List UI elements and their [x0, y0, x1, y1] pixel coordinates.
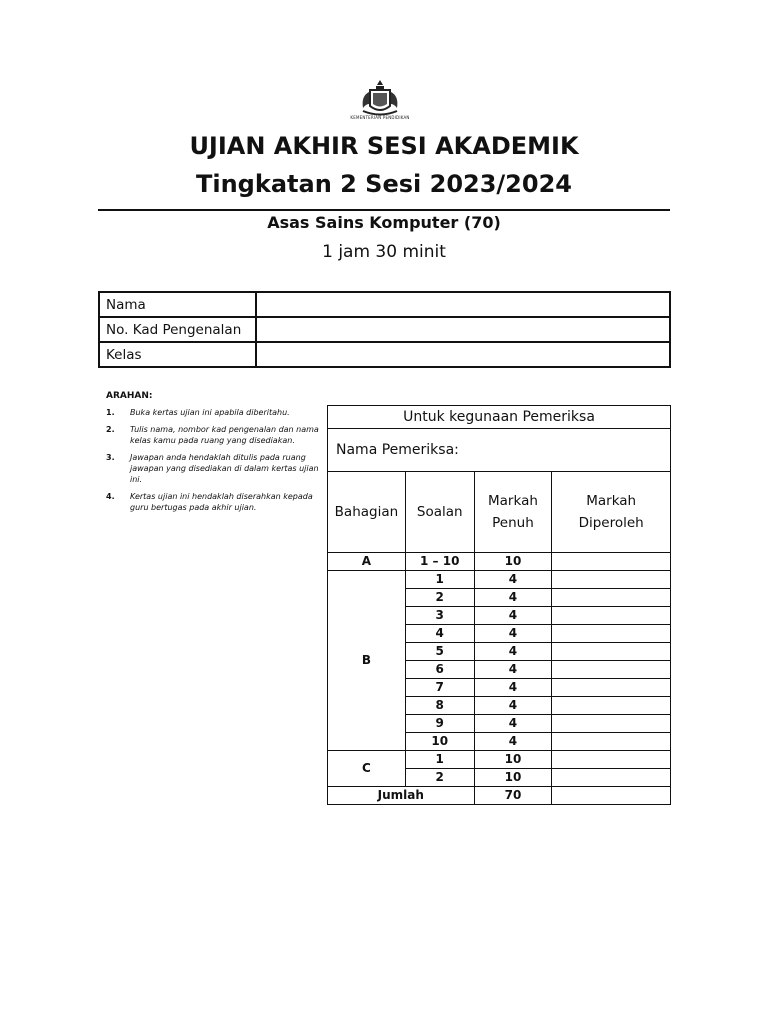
table-row: 3 4 — [328, 607, 671, 625]
markah-diperoleh-cell[interactable] — [552, 571, 671, 589]
examiner-table — [327, 405, 671, 805]
page-subtitle: Tingkatan 2 Sesi 2023/2024 — [196, 170, 572, 198]
instruction-item: 3. Jawapan anda hendaklah ditulis pada ruang jawapan yang disediakan di dalam kertas ujian ini. — [106, 453, 319, 484]
page-title: UJIAN AKHIR SESI AKADEMIK — [189, 132, 579, 160]
info-row-nama — [99, 292, 670, 317]
duration-line: 1 jam 30 minit — [322, 242, 446, 262]
info-row-kelas — [99, 342, 670, 367]
student-info-table — [98, 291, 671, 368]
markah-diperoleh-cell[interactable] — [552, 553, 671, 571]
col-header-markah-diperoleh: Markah Diperoleh — [552, 472, 671, 553]
table-row: 7 4 — [328, 679, 671, 697]
markah-diperoleh-cell[interactable] — [552, 715, 671, 733]
info-label: Kelas — [99, 342, 256, 367]
section-label: B — [328, 571, 406, 751]
section-label: C — [328, 751, 406, 787]
markah-diperoleh-cell[interactable] — [552, 643, 671, 661]
col-header-bahagian: Bahagian — [328, 472, 406, 553]
markah-diperoleh-cell[interactable] — [552, 751, 671, 769]
instructions-heading: ARAHAN: — [106, 391, 153, 401]
info-row-ic — [99, 317, 670, 342]
col-header-soalan: Soalan — [405, 472, 474, 553]
table-row: 9 4 — [328, 715, 671, 733]
col-header-markah-penuh: Markah Penuh — [474, 472, 552, 553]
total-value: 70 — [474, 787, 552, 805]
markah-diperoleh-cell[interactable] — [552, 589, 671, 607]
total-row — [328, 787, 671, 805]
markah-diperoleh-cell[interactable] — [552, 697, 671, 715]
examiner-table-title: Untuk kegunaan Pemeriksa — [328, 406, 671, 429]
info-label: No. Kad Pengenalan — [99, 317, 256, 342]
table-row: 5 4 — [328, 643, 671, 661]
table-row: 4 4 — [328, 625, 671, 643]
info-field-nama[interactable] — [256, 292, 670, 317]
instruction-item: 1. Buka kertas ujian ini apabila diberitahu. — [106, 408, 290, 417]
table-row: 10 4 — [328, 733, 671, 751]
instruction-item: 4. Kertas ujian ini hendaklah diserahkan kepada guru bertugas pada akhir ujian. — [106, 492, 313, 512]
title-divider — [98, 209, 670, 211]
markah-diperoleh-cell[interactable] — [552, 625, 671, 643]
markah-diperoleh-cell[interactable] — [552, 733, 671, 751]
markah-diperoleh-cell[interactable] — [552, 661, 671, 679]
examiner-name-field[interactable]: Nama Pemeriksa: — [328, 429, 671, 472]
info-field-kelas[interactable] — [256, 342, 670, 367]
instructions — [106, 391, 326, 519]
info-field-ic[interactable] — [256, 317, 670, 342]
table-row: 6 4 — [328, 661, 671, 679]
table-row: B 1 4 — [328, 571, 671, 589]
markah-diperoleh-cell[interactable] — [552, 607, 671, 625]
section-label: A — [328, 553, 406, 571]
total-label: Jumlah — [328, 787, 475, 805]
markah-diperoleh-cell[interactable] — [552, 769, 671, 787]
table-row: 2 4 — [328, 589, 671, 607]
info-label: Nama — [99, 292, 256, 317]
table-row: 8 4 — [328, 697, 671, 715]
total-diperoleh-cell[interactable] — [552, 787, 671, 805]
table-row: 2 10 — [328, 769, 671, 787]
markah-diperoleh-cell[interactable] — [552, 679, 671, 697]
instruction-item: 2. Tulis nama, nombor kad pengenalan dan nama kelas kamu pada ruang yang disediakan. — [106, 425, 319, 445]
crest-caption: KEMENTERIAN PENDIDIKAN — [350, 115, 410, 120]
table-row: C 1 10 — [328, 751, 671, 769]
subject-line: Asas Sains Komputer (70) — [267, 213, 501, 232]
table-row: A 1 – 10 10 — [328, 553, 671, 571]
